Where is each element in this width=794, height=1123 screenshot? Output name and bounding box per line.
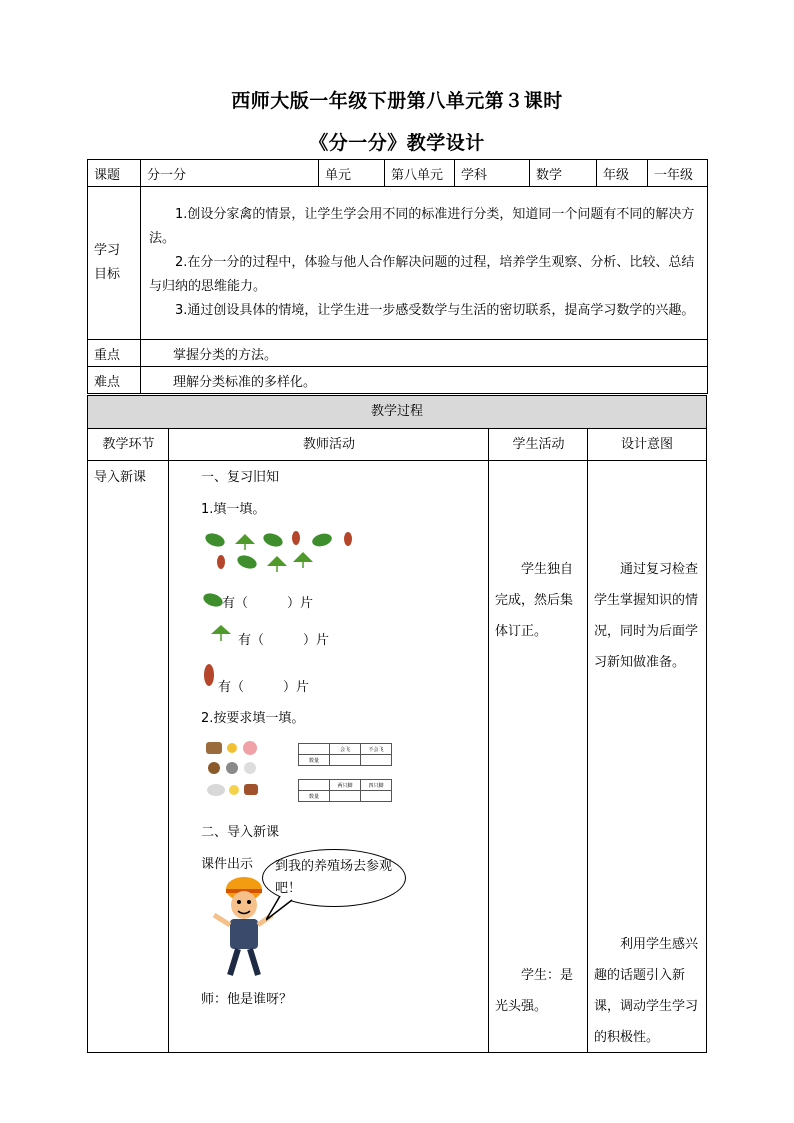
mini-row-count: 数量 <box>299 755 330 766</box>
grade-value: 一年级 <box>648 160 708 187</box>
speech-bubble-tail <box>266 896 296 922</box>
animals-illustration <box>204 738 266 802</box>
leaves-illustration <box>203 530 363 576</box>
topic-value: 分一分 <box>141 160 319 187</box>
col-intent: 设计意图 <box>588 429 706 461</box>
goal-1: 1.创设分家禽的情景，让学生学会用不同的标准进行分类，知道同一个问题有不同的解决方法。 <box>149 207 695 246</box>
chick-icon <box>227 743 237 753</box>
intro-title: 二、导入新课 <box>201 825 280 840</box>
subject-value: 数学 <box>530 160 597 187</box>
green-leaf-icon <box>204 531 227 549</box>
courseware-label: 课件出示 <box>201 857 254 872</box>
ginkgo-leaf-icon <box>209 624 233 642</box>
goat-icon <box>244 762 256 774</box>
mini-header-four-legs: 四只脚 <box>361 780 392 791</box>
goals-content <box>141 187 708 340</box>
student-activity-2: 学生：是光头强。 <box>495 968 574 1014</box>
red-leaf-icon <box>202 662 216 688</box>
fill-green-count: 有（ ）片 <box>222 596 314 611</box>
document-subtitle: 《分一分》教学设计 <box>309 132 485 154</box>
pig-icon <box>243 741 257 755</box>
unit-value: 第八单元 <box>385 160 455 187</box>
topic-label: 课题 <box>88 160 141 187</box>
unit-label: 单元 <box>319 160 385 187</box>
legs-table <box>298 779 392 802</box>
student-activity-1: 学生独自完成，然后集体订正。 <box>495 562 574 639</box>
document-title: 西师大版一年级下册第八单元第３课时 <box>231 90 563 112</box>
col-student: 学生活动 <box>489 429 588 461</box>
green-leaf-icon <box>202 592 224 608</box>
fill-red-count: 有（ ）片 <box>218 680 310 695</box>
review-title: 一、复习旧知 <box>201 470 280 485</box>
process-table <box>87 395 707 1053</box>
ginkgo-leaf-icon <box>267 556 287 572</box>
key-label: 重点 <box>88 340 141 367</box>
red-leaf-icon <box>217 555 225 569</box>
item-fill: 1.填一填。 <box>201 502 266 517</box>
mini-header-fly: 会飞 <box>330 744 361 755</box>
red-leaf-icon <box>292 531 300 545</box>
goals-label-line1: 学习 <box>94 243 121 258</box>
green-leaf-icon <box>262 531 285 549</box>
horse-icon <box>206 742 222 754</box>
mini-row-count: 数量 <box>299 791 330 802</box>
ginkgo-leaf-icon <box>293 552 313 568</box>
item-classify: 2.按要求填一填。 <box>201 711 305 726</box>
divider <box>488 429 489 1052</box>
goal-3: 3.通过创设具体的情境，让学生进一步感受数学与生活的密切联系，提高学习数学的兴趣。 <box>175 303 695 318</box>
goals-label-line2: 目标 <box>94 267 121 282</box>
mini-header-two-legs: 两只脚 <box>330 780 361 791</box>
stage-intro: 导入新课 <box>94 470 147 485</box>
duck-icon <box>229 785 239 795</box>
owl-icon <box>208 762 220 774</box>
difficulty-label: 难点 <box>88 367 141 394</box>
goal-2: 2.在分一分的过程中，体验与他人合作解决问题的过程，培养学生观察、分析、比较、总结与归纳的思维能力。 <box>149 255 695 294</box>
red-leaf-icon <box>344 532 352 546</box>
green-leaf-icon <box>236 553 259 571</box>
dog-icon <box>244 784 258 795</box>
sheep-icon <box>207 784 225 796</box>
goals-label <box>88 187 141 340</box>
green-leaf-icon <box>311 532 333 549</box>
divider <box>168 429 169 1052</box>
fill-ginkgo-count: 有（ ）片 <box>238 633 330 648</box>
intent-2: 利用学生感兴趣的话题引入新课，调动学生学习的积极性。 <box>594 937 699 1045</box>
grade-label: 年级 <box>597 160 648 187</box>
divider <box>587 429 588 1052</box>
col-stage: 教学环节 <box>88 429 169 461</box>
subject-label: 学科 <box>455 160 530 187</box>
fly-table <box>298 743 392 766</box>
cat-icon <box>226 762 238 774</box>
ginkgo-leaf-icon <box>235 534 255 550</box>
teacher-question: 师：他是谁呀？ <box>201 992 293 1007</box>
speech-bubble: 到我的养殖场去参观吧！ <box>262 849 406 907</box>
col-teacher: 教师活动 <box>169 429 489 461</box>
process-header: 教学过程 <box>88 396 706 429</box>
mini-header-nofly: 不会飞 <box>361 744 392 755</box>
key-value: 掌握分类的方法。 <box>141 340 708 367</box>
intent-1: 通过复习检查学生掌握知识的情况，同时为后面学习新知做准备。 <box>594 562 699 670</box>
info-table <box>87 159 708 394</box>
difficulty-value: 理解分类标准的多样化。 <box>141 367 708 394</box>
